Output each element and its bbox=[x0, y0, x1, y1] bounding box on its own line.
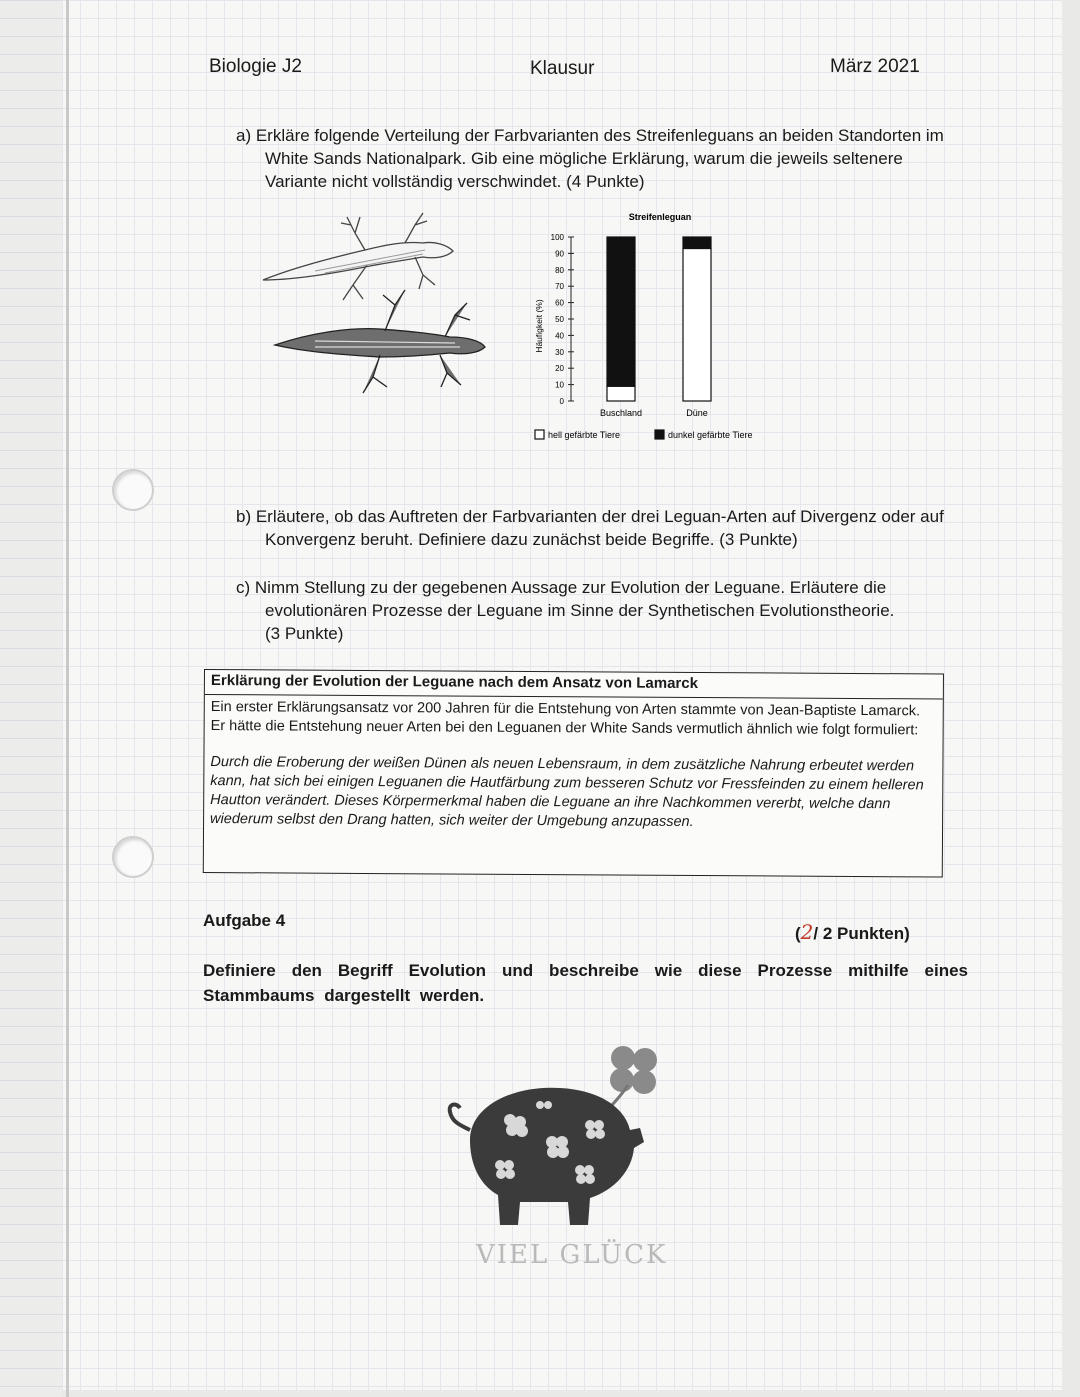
task-a-line-2: White Sands Nationalpark. Gib eine mögliche Erklärung, warum die jeweils seltenere bbox=[265, 149, 903, 168]
chart-bar-1-0 bbox=[683, 248, 711, 401]
chart-y-tick-label: 20 bbox=[555, 364, 564, 374]
viel-glueck-caption: VIEL GLÜCK bbox=[476, 1240, 668, 1270]
lizards-icon bbox=[255, 205, 495, 400]
chart-y-tick-label: 100 bbox=[550, 233, 564, 242]
header-subject: Biologie J2 bbox=[209, 56, 302, 77]
task-b-line-2: Konvergenz beruht. Definiere dazu zunächst beide Begriffe. (3 Punkte) bbox=[265, 530, 798, 549]
chart-y-tick-label: 80 bbox=[555, 265, 564, 275]
task4-text: Definiere den Begriff Evolution und beschreibe wie diese Prozesse mithilfe eines Stammbaums dargestellt werden. bbox=[203, 961, 968, 1005]
handwritten-score: 2 bbox=[800, 920, 814, 944]
chart-y-tick-label: 0 bbox=[559, 397, 564, 406]
chart-bar-0-0 bbox=[607, 386, 635, 401]
task-c-line-2: evolutionären Prozesse der Leguane im Sinne der Synthetischen Evolutionstheorie. bbox=[265, 601, 895, 620]
chart-bar-0-1 bbox=[607, 237, 635, 386]
header-date: März 2021 bbox=[830, 56, 920, 77]
chart-y-tick-label: 10 bbox=[555, 380, 564, 390]
chart-category-label: Buschland bbox=[599, 408, 643, 418]
chart-y-tick-label: 90 bbox=[555, 249, 564, 259]
chart-y-tick-label: 60 bbox=[555, 298, 564, 308]
lamarck-box-intro: Ein erster Erklärungsansatz vor 200 Jahren für die Entstehung von Arten stammte von Jean-Baptiste Lamarck. Er hätte die Entstehung neuer Arten bei den Leguanen der White Sands vermutlich ähnlich wie folgt formuliert: bbox=[210, 699, 921, 739]
punch-hole-bottom bbox=[112, 836, 154, 878]
header-type: Klausur bbox=[530, 58, 595, 79]
task-a bbox=[236, 124, 996, 193]
page-edge bbox=[66, 0, 69, 1397]
chart-y-tick-label: 70 bbox=[555, 282, 564, 292]
chart-bar-1-1 bbox=[683, 237, 711, 248]
task-b-line-1: b) Erläutere, ob das Auftreten der Farbvarianten der drei Leguan-Arten auf Divergenz oder auf bbox=[236, 507, 944, 526]
lamarck-box-quote: Durch die Eroberung der weißen Dünen als neuen Lebensraum, in dem zusätzliche Nahrung erbeutet werden kann, hat sich bei einigen Leguanen die Hautfärbung zum besseren Schutz vor Fressfeinden zu einem helleren Hautton verändert. Dieses Körpermerkmal haben die Leguane an ihre Nachkommen vererbt, welche dann wiederum selbst den Drang hatten, sich weiter der Umgebung anzupassen. bbox=[210, 754, 924, 830]
streifenleguan-chart bbox=[525, 205, 785, 450]
lamarck-box-title: Erklärung der Evolution der Leguane nach dem Ansatz von Lamarck bbox=[205, 670, 943, 700]
chart-legend-label: dunkel gefärbte Tiere bbox=[668, 430, 753, 440]
task-c-line-3: (3 Punkte) bbox=[265, 624, 344, 643]
lamarck-box bbox=[203, 669, 944, 878]
task-a-line-1: a) Erkläre folgende Verteilung der Farbvarianten des Streifenleguans an beiden Standorten im bbox=[236, 126, 944, 145]
task-c bbox=[236, 576, 996, 645]
task-a-line-3: Variante nicht vollständig verschwindet. (4 Punkte) bbox=[265, 172, 645, 191]
punch-hole-top bbox=[112, 469, 154, 511]
task-b bbox=[236, 505, 996, 551]
task4-points-prefix: ( bbox=[795, 924, 801, 943]
task4-points bbox=[795, 920, 910, 944]
chart-y-tick-label: 30 bbox=[555, 347, 564, 357]
chart-title: Streifenleguan bbox=[628, 212, 692, 222]
chart-category-label: Düne bbox=[686, 408, 708, 418]
chart-legend-swatch-1 bbox=[655, 430, 664, 439]
binder-margin bbox=[0, 0, 62, 1397]
task-c-line-1: c) Nimm Stellung zu der gegebenen Aussage zur Evolution der Leguane. Erläutere die bbox=[236, 578, 887, 597]
chart-ylabel: Häufigkeit (%) bbox=[534, 299, 544, 353]
task4-points-suffix: / 2 Punkten) bbox=[813, 924, 910, 943]
chart-legend-swatch-0 bbox=[535, 430, 544, 439]
task4-heading: Aufgabe 4 bbox=[203, 911, 286, 930]
lucky-pig-clover-icon bbox=[440, 1030, 680, 1240]
chart-y-tick-label: 40 bbox=[555, 331, 564, 341]
chart-legend-label: hell gefärbte Tiere bbox=[548, 430, 621, 440]
chart-y-tick-label: 50 bbox=[555, 315, 564, 324]
